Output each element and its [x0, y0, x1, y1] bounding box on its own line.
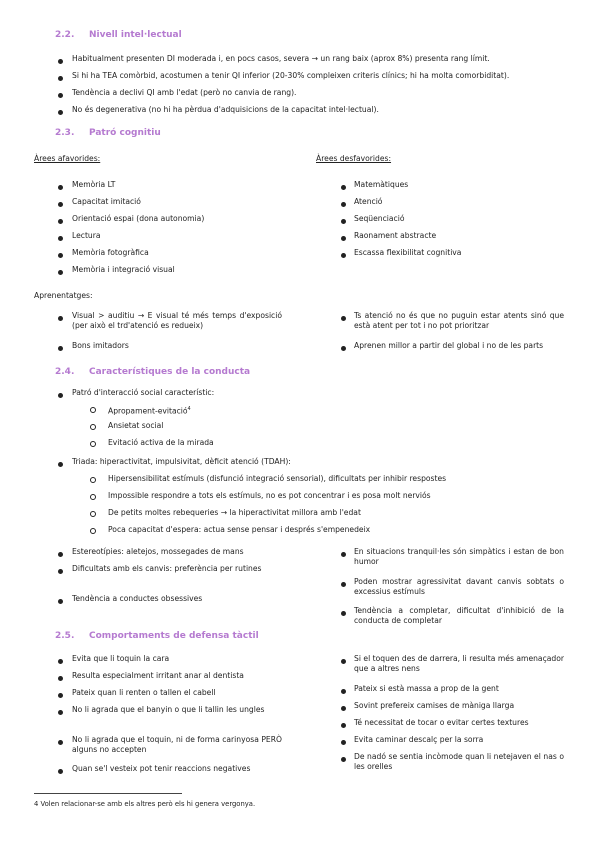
bullet	[58, 93, 63, 98]
bullet	[341, 659, 346, 664]
bullet	[58, 202, 63, 207]
list-item: Evita que li toquin la cara	[72, 654, 170, 663]
list-item: Tendència a conductes obsessives	[72, 594, 203, 603]
section-heading-2-5: 2.5. Comportaments de defensa tàctil	[55, 631, 259, 641]
bullet	[341, 236, 346, 241]
list-item: Dificultats amb els canvis: preferència per rutines	[72, 564, 262, 573]
bullet	[341, 582, 346, 587]
bullet	[58, 462, 63, 467]
list-item: Tendència a declivi QI amb l'edat (però no canvia de rang).	[72, 88, 297, 97]
sub-bullet	[90, 407, 96, 413]
bullet	[341, 689, 346, 694]
footnote: 4 Volen relacionar-se amb els altres però els hi genera vergonya.	[34, 800, 256, 808]
list-item: Evita caminar descalç per la sorra	[354, 735, 484, 744]
list-item: Patró d'interacció social característic:	[72, 388, 215, 397]
bullet	[58, 219, 63, 224]
bullet	[58, 59, 63, 64]
bullet	[58, 185, 63, 190]
sub-bullet	[90, 528, 96, 534]
bullet	[341, 723, 346, 728]
list-item: Atenció	[354, 197, 383, 206]
list-item: No és degenerativa (no hi ha pèrdua d'adquisicions de la capacitat intel·lectual).	[72, 105, 379, 114]
list-item: Pateix si està massa a prop de la gent	[354, 684, 499, 693]
sub-bullet	[90, 511, 96, 517]
bullet	[58, 693, 63, 698]
bullet	[58, 710, 63, 715]
sub-bullet	[90, 477, 96, 483]
bullet	[58, 769, 63, 774]
bullet	[58, 569, 63, 574]
list-item: Resulta especialment irritant anar al dentista	[72, 671, 244, 680]
sub-bullet	[90, 494, 96, 500]
list-item: Si el toquen des de darrera, li resulta més amenaçador que a altres nens	[354, 654, 564, 673]
list-item: No li agrada que el banyin o que li tallin les ungles	[72, 705, 265, 714]
bullet	[58, 253, 63, 258]
bullet	[58, 236, 63, 241]
bullet	[341, 706, 346, 711]
list-item: Capacitat imitació	[72, 197, 141, 206]
list-item: Poden mostrar agressivitat davant canvis sobtats o excessius estímuls	[354, 577, 564, 596]
bullet	[341, 202, 346, 207]
list-item: Bons imitadors	[72, 341, 129, 350]
bullet	[58, 76, 63, 81]
sub-bullet	[90, 441, 96, 447]
bullet	[341, 552, 346, 557]
list-item: No li agrada que el toquin, ni de forma carinyosa PERÒ alguns no accepten	[72, 735, 282, 754]
list-item: Memòria LT	[72, 180, 116, 189]
sub-item: Hipersensibilitat estímuls (disfunció integració sensorial), dificultats per inhibir respostes	[108, 474, 447, 483]
bullet	[341, 757, 346, 762]
list-item: Estereotípies: aletejos, mossegades de mans	[72, 547, 244, 556]
list-item: Raonament abstracte	[354, 231, 437, 240]
list-item: Aprenen millor a partir del global i no de les parts	[354, 341, 544, 350]
bullet	[341, 611, 346, 616]
list-item: Si hi ha TEA comòrbid, acostumen a tenir QI inferior (20-30% compleixen criteris clínics; hi ha molta comorbiditat).	[72, 71, 510, 80]
bullet	[58, 393, 63, 398]
list-item: Tendència a completar, dificultat d'inhibició de la conducta de completar	[354, 606, 564, 625]
list-item: Triada: hiperactivitat, impulsivitat, dèficit atenció (TDAH):	[72, 457, 291, 466]
list-item: Seqüenciació	[354, 214, 405, 223]
sub-item: De petits moltes rebequeries → la hiperactivitat millora amb l'edat	[108, 508, 361, 517]
bullet	[341, 316, 346, 321]
list-item: Matemàtiques	[354, 180, 409, 189]
favoured-areas-label: Àrees afavorides:	[34, 154, 101, 163]
section-heading-2-2: 2.2. Nivell intel·lectual	[55, 30, 182, 40]
bullet	[58, 659, 63, 664]
sub-item: Impossible respondre a tots els estímuls, no es pot concentrar i es posa molt nerviós	[108, 491, 431, 500]
bullet	[58, 552, 63, 557]
bullet	[58, 599, 63, 604]
section-heading-2-3: 2.3. Patró cognitiu	[55, 128, 161, 138]
list-item: Ts atenció no és que no puguin estar atents sinó que està atent per tot i no pot prioritzar	[354, 311, 564, 330]
bullet	[58, 740, 63, 745]
bullet	[341, 253, 346, 258]
bullet	[58, 676, 63, 681]
learning-label: Aprenentatges:	[34, 291, 93, 300]
section-heading-2-4: 2.4. Característiques de la conducta	[55, 367, 251, 377]
bullet	[341, 185, 346, 190]
list-item: Memòria i integració visual	[72, 265, 175, 274]
list-item: Lectura	[72, 231, 101, 240]
sub-bullet	[90, 424, 96, 430]
sub-item: Apropament-evitació$^4$	[108, 406, 191, 416]
list-item: En situacions tranquil·les són simpàtics i estan de bon humor	[354, 547, 564, 566]
footnote-mark[interactable]: 4	[187, 406, 191, 412]
list-item: Orientació espai (dona autonomia)	[72, 214, 205, 223]
sub-item: Ansietat social	[108, 421, 164, 430]
list-item: Sovint prefereix camises de màniga llarga	[354, 701, 515, 710]
list-item: Habitualment presenten DI moderada i, en pocs casos, severa → un rang baix (aprox 8%) presenta rang límit.	[72, 54, 490, 63]
list-item: Visual > auditiu → E visual té més temps d'exposició (per això el trd'atenció es redueix)	[72, 311, 282, 330]
list-item: Memòria fotogràfica	[72, 248, 149, 257]
list-item: De nadó se sentia incòmode quan li netejaven el nas o les orelles	[354, 752, 564, 771]
bullet	[58, 316, 63, 321]
bullet	[341, 740, 346, 745]
bullet	[58, 346, 63, 351]
list-item: Escassa flexibilitat cognitiva	[354, 248, 462, 257]
list-item: Quan se'l vesteix pot tenir reaccions negatives	[72, 764, 251, 773]
bullet	[58, 270, 63, 275]
sub-item: Evitació activa de la mirada	[108, 438, 214, 447]
bullet	[58, 110, 63, 115]
unfavoured-areas-label: Àrees desfavorides:	[316, 154, 392, 163]
list-item: Pateix quan li renten o tallen el cabell	[72, 688, 216, 697]
sub-item: Poca capacitat d'espera: actua sense pensar i després s'empenedeix	[108, 525, 371, 534]
list-item: Té necessitat de tocar o evitar certes textures	[354, 718, 529, 727]
footnote-divider	[34, 793, 182, 794]
bullet	[341, 219, 346, 224]
bullet	[341, 346, 346, 351]
